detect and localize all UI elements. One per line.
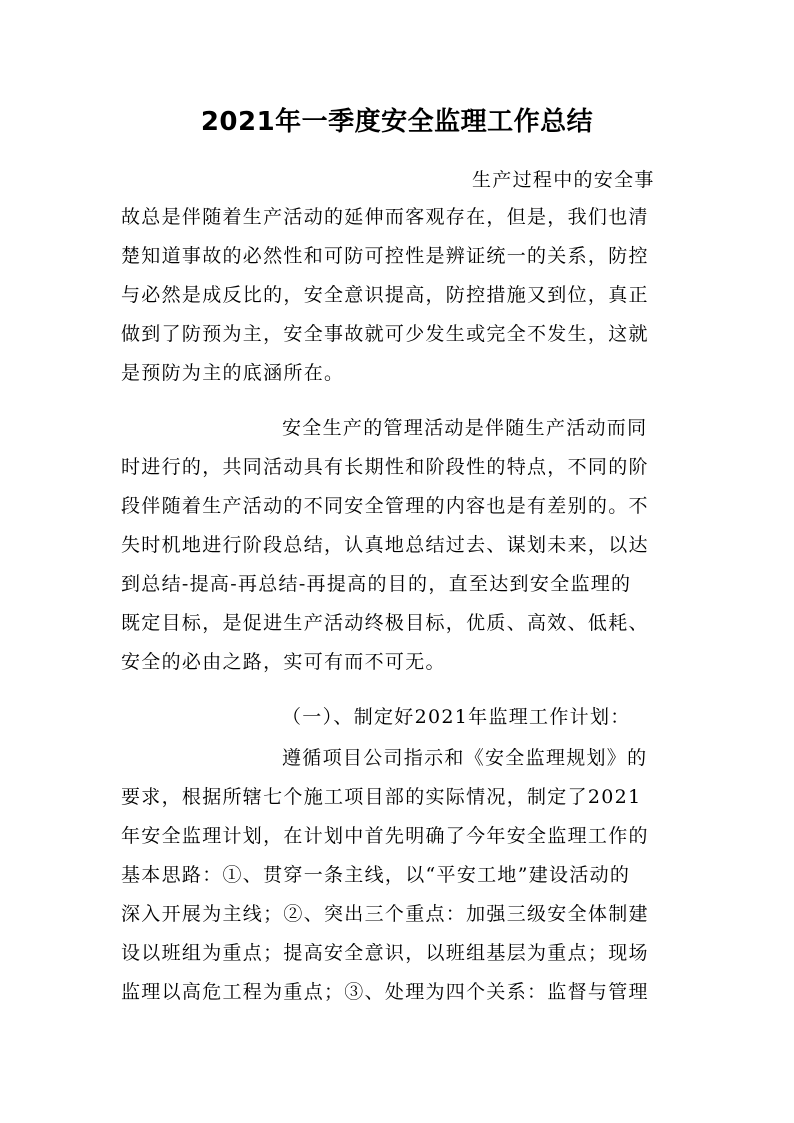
- paragraph-line: 失时机地进行阶段总结，认真地总结过去、谋划未来，以达: [121, 534, 649, 556]
- paragraph-line: 故总是伴随着生产活动的延伸而客观存在，但是，我们也清: [121, 206, 649, 228]
- paragraph-line: 深入开展为主线；②、突出三个重点：加强三级安全体制建: [121, 903, 649, 925]
- paragraph-line: 监理以高危工程为重点；③、处理为四个关系：监督与管理: [121, 981, 649, 1003]
- paragraph-line: 设以班组为重点；提高安全意识，以班组基层为重点；现场: [121, 942, 649, 964]
- paragraph-line: 安全生产的管理活动是伴随生产活动而同: [282, 417, 648, 439]
- document-title: 2021年一季度安全监理工作总结: [200, 107, 594, 137]
- paragraph-line: 是预防为主的底涵所在。: [121, 362, 345, 384]
- paragraph-line: 到总结-提高-再总结-再提高的目的，直至达到安全监理的: [121, 573, 632, 595]
- paragraph-line: 遵循项目公司指示和《安全监理规划》的: [282, 747, 648, 769]
- paragraph-line: 做到了防预为主，安全事故就可少发生或完全不发生，这就: [121, 323, 649, 345]
- paragraph-line: 年安全监理计划，在计划中首先明确了今年安全监理工作的: [121, 825, 649, 847]
- paragraph-line: 既定目标，是促进生产活动终极目标，优质、高效、低耗、: [121, 612, 649, 634]
- section-heading: （一）、制定好2021年监理工作计划：: [282, 706, 631, 728]
- paragraph-line: 时进行的，共同活动具有长期性和阶段性的特点，不同的阶: [121, 456, 649, 478]
- paragraph-line: 安全的必由之路，实可有而不可无。: [121, 651, 446, 673]
- paragraph-line: 基本思路：①、贯穿一条主线，以“平安工地”建设活动的: [121, 864, 631, 886]
- paragraph-line: 段伴随着生产活动的不同安全管理的内容也是有差别的。不: [121, 495, 649, 517]
- paragraph-line: 要求，根据所辖七个施工项目部的实际情况，制定了2021: [121, 786, 642, 808]
- paragraph-line: 生产过程中的安全事: [472, 169, 655, 191]
- paragraph-line: 楚知道事故的必然性和可防可控性是辨证统一的关系，防控: [121, 245, 649, 267]
- paragraph-line: 与必然是成反比的，安全意识提高，防控措施又到位，真正: [121, 284, 649, 306]
